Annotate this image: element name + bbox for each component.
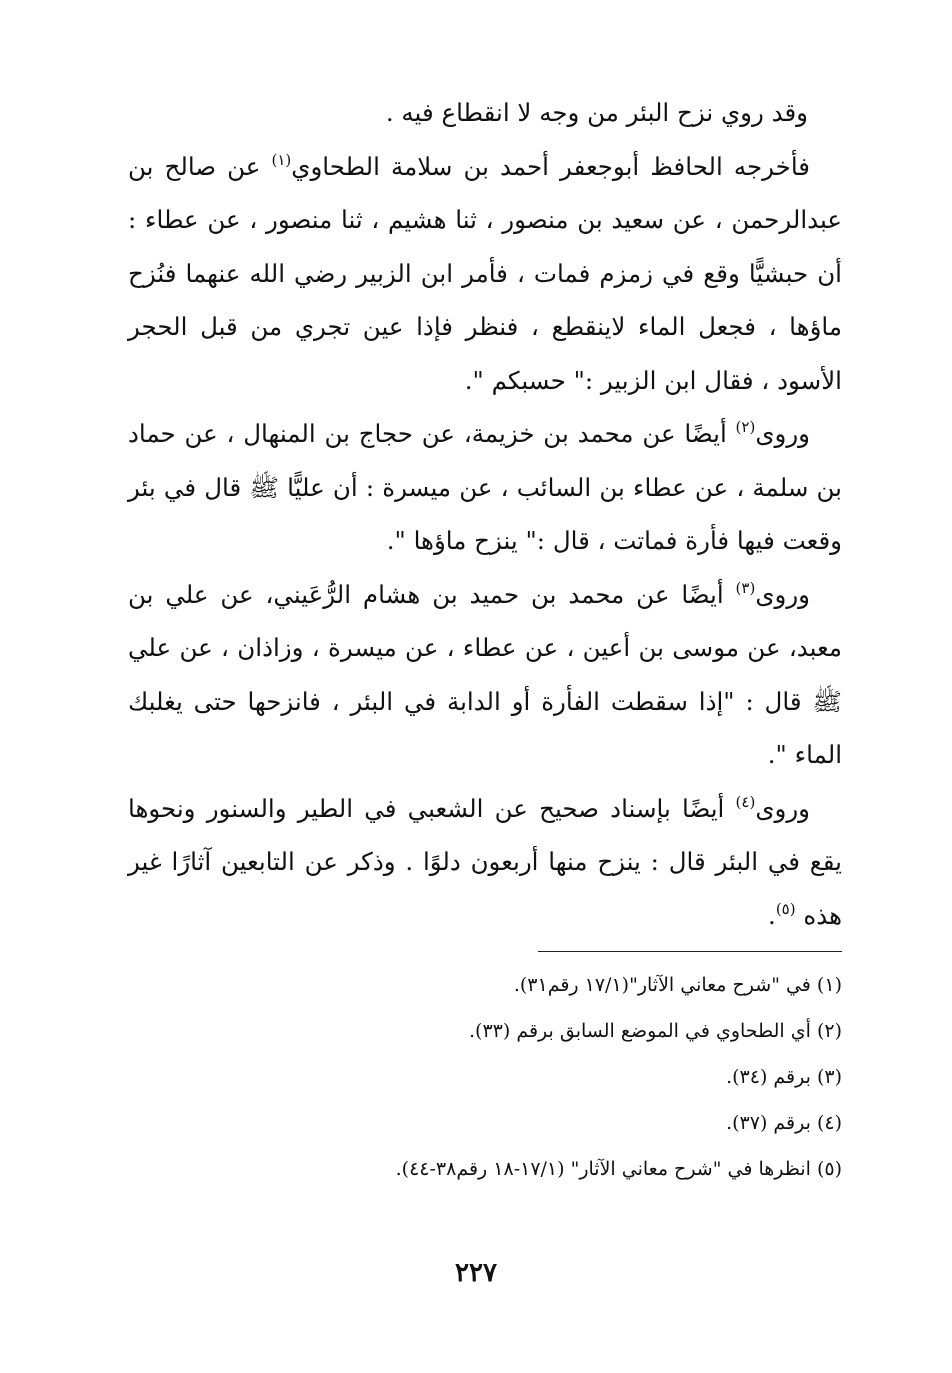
footnote: (٤) برقم (٣٧). bbox=[726, 1112, 842, 1134]
footnote-ref: (٢) bbox=[735, 418, 756, 436]
paragraph-text: عن صالح بن عبدالرحمن ، عن سعيد بن منصور ، ثنا هشيم ، ثنا منصور ، عن عطاء : أن حبشيًّا وقع في زمزم فمات ، فأمر ابن الزبير رضي الله عنهما فنُزح ماؤها ، فجعل الماء لاينقطع ، فنظر فإذا عين تجري من قبل الحجر الأسود ، فقال ابن الزبير :" حسبكم ". bbox=[128, 151, 842, 395]
paragraph bbox=[128, 568, 842, 782]
footnote: (٣) برقم (٣٤). bbox=[726, 1066, 842, 1088]
footnote-divider bbox=[538, 951, 842, 952]
paragraph bbox=[128, 86, 842, 140]
footnotes bbox=[128, 962, 842, 1192]
footnote-ref: (٤) bbox=[735, 792, 756, 811]
footnote: (٢) أي الطحاوي في الموضع السابق برقم (٣٣). bbox=[469, 1020, 842, 1042]
main-text bbox=[128, 86, 842, 942]
paragraph-text: أيضًا عن محمد بن حميد بن هشام الرُّعَيني، عن علي بن معبد، عن موسى بن أعين ، عن عطاء ، عن ميسرة ، وزاذان ، عن علي ﷺ قال : "إذا سقطت الفأرة أو الدابة في البئر ، فانزحها حتى يغلبك الماء ". bbox=[128, 579, 842, 769]
paragraph-text: وروى bbox=[755, 419, 810, 448]
paragraph bbox=[128, 407, 842, 568]
footnote: (١) في "شرح معاني الآثار"(١٧/١ رقم٣١). bbox=[513, 974, 842, 996]
footnote-ref: (٣) bbox=[735, 578, 756, 597]
paragraph-text: . bbox=[768, 900, 776, 930]
paragraph-text: أيضًا عن محمد بن خزيمة، عن حجاج بن المنهال ، عن حماد بن سلمة ، عن عطاء بن السائب ، عن ميسرة : أن عليًّا ﷺ قال في بئر وقعت فيها فأرة فماتت ، قال :" ينزح ماؤها ". bbox=[128, 419, 842, 555]
paragraph-text: فأخرجه الحافظ أبوجعفر أحمد بن سلامة الطحاوي bbox=[291, 151, 810, 181]
paragraph-text: وروى bbox=[755, 793, 810, 823]
paragraph-text: وقد روي نزح البئر من وجه لا انقطاع فيه . bbox=[385, 98, 808, 127]
footnote: (٥) انظرها في "شرح معاني الآثار" (١٧/١-١٨ رقم٣٨-٤٤). bbox=[395, 1158, 842, 1180]
paragraph-text: أيضًا بإسناد صحيح عن الشعبي في الطير والسنور ونحوها يقع في البئر قال : ينزح منها أربعون دلوًا . وذكر عن التابعين آثارًا غير هذه bbox=[128, 793, 842, 930]
paragraph bbox=[128, 782, 842, 943]
paragraph-text: وروى bbox=[755, 579, 810, 609]
footnote-ref: (٥) bbox=[775, 899, 796, 918]
page-number: ٢٢٧ bbox=[455, 1258, 497, 1288]
paragraph bbox=[128, 140, 842, 408]
footnote-ref: (١) bbox=[271, 150, 292, 169]
